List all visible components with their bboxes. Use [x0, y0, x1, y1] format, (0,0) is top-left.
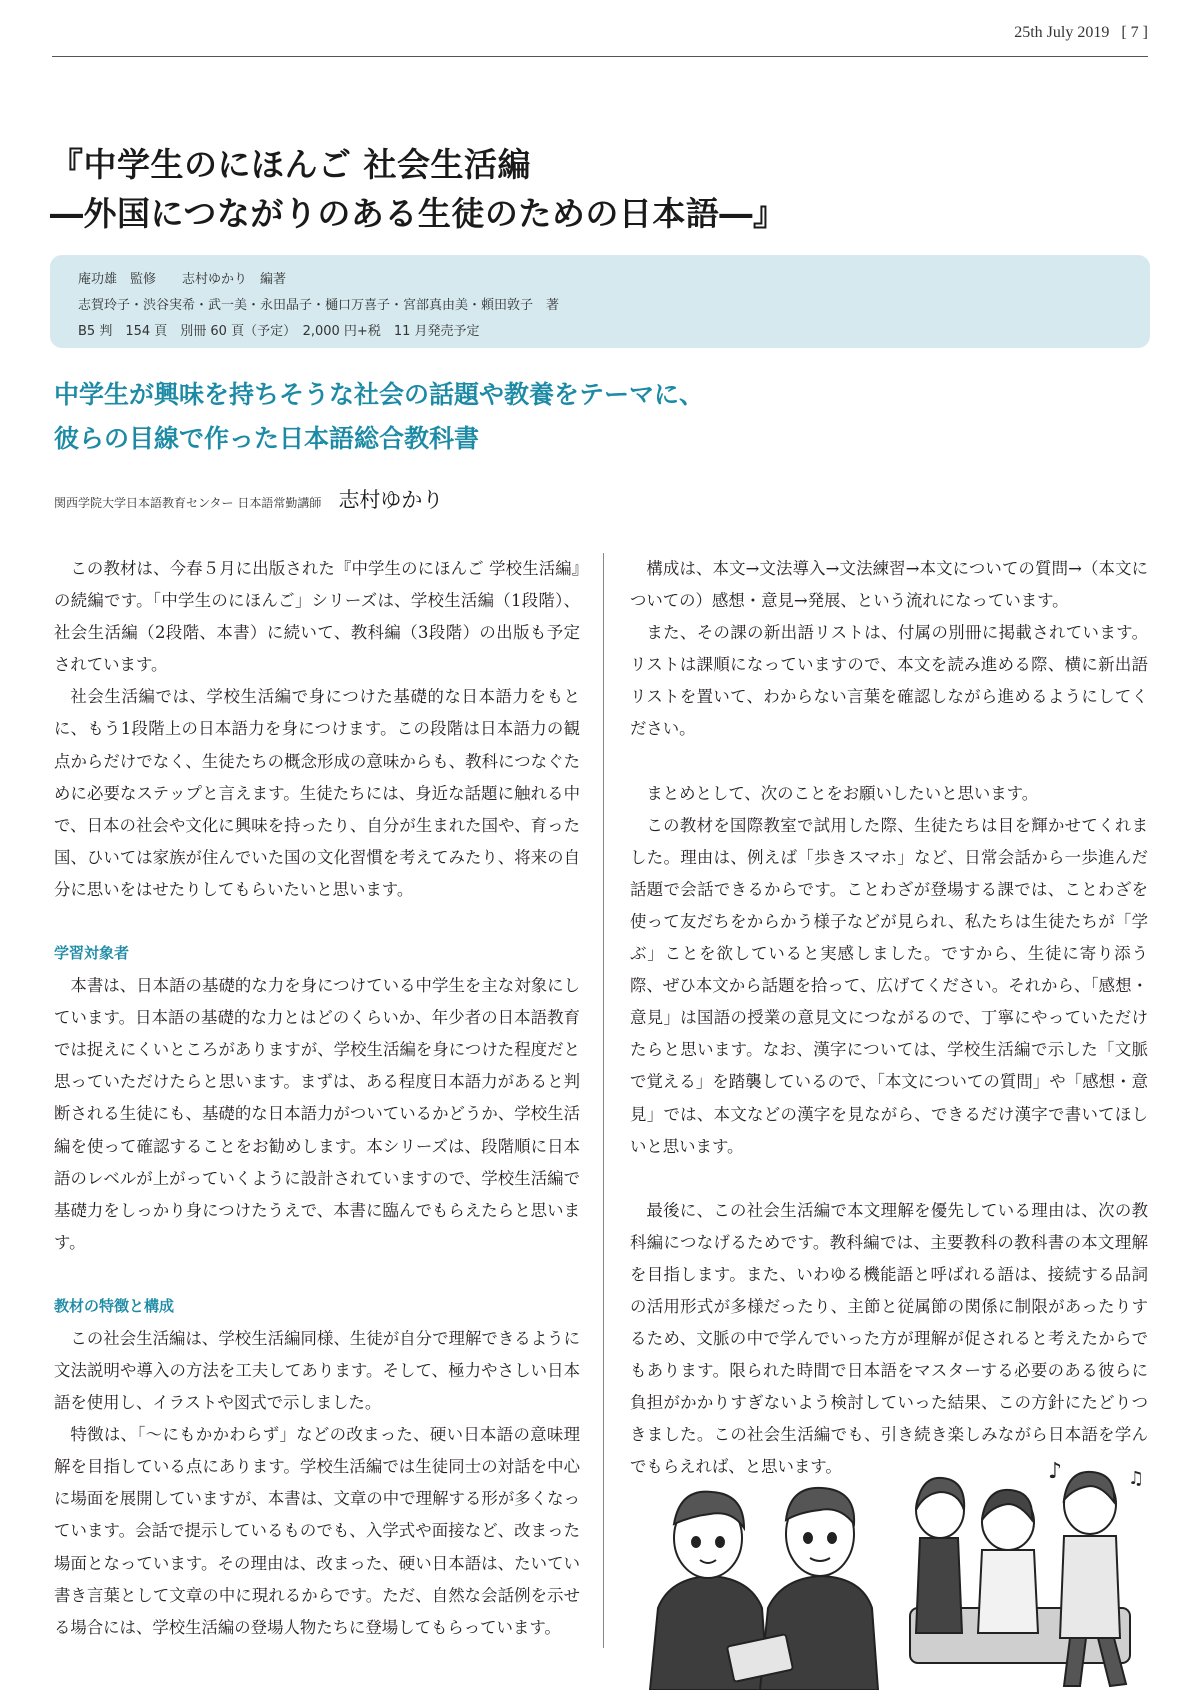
- svg-text:♫: ♫: [1128, 1468, 1145, 1489]
- student-illustration: [640, 1458, 1150, 1690]
- paragraph: 特徴は、「～にもかかわらず」などの改まった、硬い日本語の意味理解を目指している点にあります。学校生活編では生徒同士の対話を中心に場面を展開していますが、本書は、文章の中で理解する形が多くなっています。会話で提示しているものでも、入学式や面接など、改まった場面となっています。その理由は、改まった、硬い日本語は、たいてい書き言葉として文章の中に現れるからです。ただ、自然な会話例を示せる場合には、学校生活編の登場人物たちに登場してもらっています。: [54, 1425, 580, 1637]
- article-subtitle: [54, 373, 704, 461]
- left-column: [54, 553, 580, 1644]
- column-divider: [603, 553, 604, 1648]
- page-number: [ 7 ]: [1121, 24, 1148, 41]
- singing-friends-figures: [910, 1459, 1144, 1686]
- paragraph: この社会生活編は、学校生活編同様、生徒が自分で理解できるように文法説明や導入の方法を工夫してあります。そして、極力やさしい日本語を使用し、イラストや図式で示しました。: [54, 1328, 580, 1413]
- header-rule: [52, 56, 1148, 57]
- paragraph: この教材は、今春５月に出版された『中学生のにほんご 学校生活編』の続編です。「中学生のにほんご」シリーズは、学校生活編（1段階）、社会生活編（2段階、本書）に続いて、教科編（3段階）の出版も予定されています。: [54, 559, 580, 675]
- section-heading-features: 教材の特徴と構成: [54, 1296, 175, 1315]
- author-byline: [54, 484, 443, 514]
- svg-text:♪: ♪: [1048, 1459, 1063, 1484]
- author-name: 志村ゆかり: [338, 488, 444, 512]
- credits-spec: B5 判 154 頁 別冊 60 頁（予定） 2,000 円+税 11 月発売予定: [78, 324, 480, 339]
- paragraph: 最後に、この社会生活編で本文理解を優先している理由は、次の教科編につなげるためです。教科編では、主要教科の教科書の本文理解を目指します。また、いわゆる機能語と呼ばれる語は、接続する品詞の活用形式が多様だったり、主節と従属節の関係に制限があったりするため、文脈の中で学んでいった方が理解が促されると考えたからでもあります。限られた時間で日本語をマスターする必要のある彼らに負担がかかりすぎないよう検討していった結果、この方針にたどりつきました。この社会生活編でも、引き続き楽しみながら日本語を学んでもらえれば、と思います。: [630, 1200, 1148, 1477]
- paragraph: この教材を国際教室で試用した際、生徒たちは目を輝かせてくれました。理由は、例えば「歩きスマホ」など、日常会話から一歩進んだ話題で会話できるからです。ことわざが登場する課では、ことわざを使って友だちをからかう様子などが見られ、私たちは生徒たちが「学ぶ」ことを欲していると実感しました。ですから、生徒に寄り添う際、ぜひ本文から話題を拾って、広げてください。それから、「感想・意見」は国語の授業の意見文につながるので、丁寧にやっていただけたらと思います。なお、漢字については、学校生活編で示した「文脈で覚える」を踏襲しているので、「本文についての質問」や「感想・意見」では、本文などの漢字を見ながら、できるだけ漢字で書いてほしいと思います。: [630, 815, 1148, 1156]
- paragraph: また、その課の新出語リストは、付属の別冊に掲載されています。リストは課順になっていますので、本文を読み進める際、横に新出語リストを置いて、わからない言葉を確認しながら進めるようにしてください。: [630, 623, 1148, 739]
- credits-authors: 志賀玲子・渋谷実希・武一美・永田晶子・樋口万喜子・宮部真由美・頼田敦子 著: [78, 298, 560, 313]
- issue-date-text: 25th July 2019: [1014, 24, 1110, 41]
- paragraph: 社会生活編では、学校生活編で身につけた基礎的な日本語力をもとに、もう1段階上の日本語力を身につけます。この段階は日本語力の観点からだけでなく、生徒たちの概念形成の意味からも、教科につなぐために必要なステップと言えます。生徒たちには、身近な話題に触れる中で、日本の社会や文化に興味を持ったり、自分が生まれた国や、育った国、ひいては家族が住んでいた国の文化習慣を考えてみたり、将来の自分に思いをはせたりしてもらいたいと思います。: [54, 687, 580, 899]
- right-column: [630, 553, 1148, 1484]
- paragraph: まとめとして、次のことをお願いしたいと思います。: [646, 783, 1039, 803]
- book-credits-box: [50, 255, 1150, 348]
- author-affiliation: 関西学院大学日本語教育センター 日本語常勤講師: [54, 496, 322, 510]
- article-subtitle-line2: 彼らの目線で作った日本語総合教科書: [54, 424, 480, 453]
- section-heading-target-audience: 学習対象者: [54, 944, 130, 963]
- article-title: [50, 140, 1150, 238]
- article-title-line1: 『中学生のにほんご 社会生活編: [50, 145, 531, 184]
- paragraph: 本書は、日本語の基礎的な力を身につけている中学生を主な対象にしています。日本語の基礎的な力とはどのくらいか、年少者の日本語教育では捉えにくいところがありますが、学校生活編を身につけた程度だと思っていただけたらと思います。まずは、ある程度日本語力があると判断される生徒にも、基礎的な日本語力がついているかどうか、学校生活編を使って確認することをお勧めします。本シリーズは、段階順に日本語のレベルが上がっていくように設計されていますので、学校生活編で基礎力をしっかり身につけたうえで、本書に臨んでもらえたらと思います。: [54, 976, 580, 1252]
- issue-date: [1014, 24, 1148, 42]
- credits-editors: 庵功雄 監修 志村ゆかり 編著: [78, 272, 287, 287]
- paragraph: 構成は、本文→文法導入→文法練習→本文についての質問→（本文についての）感想・意見→発展、という流れになっています。: [630, 559, 1148, 611]
- article-title-line2: ―外国につながりのある生徒のための日本語―』: [50, 194, 787, 233]
- article-subtitle-line1: 中学生が興味を持ちそうな社会の話題や教養をテーマに、: [54, 380, 705, 409]
